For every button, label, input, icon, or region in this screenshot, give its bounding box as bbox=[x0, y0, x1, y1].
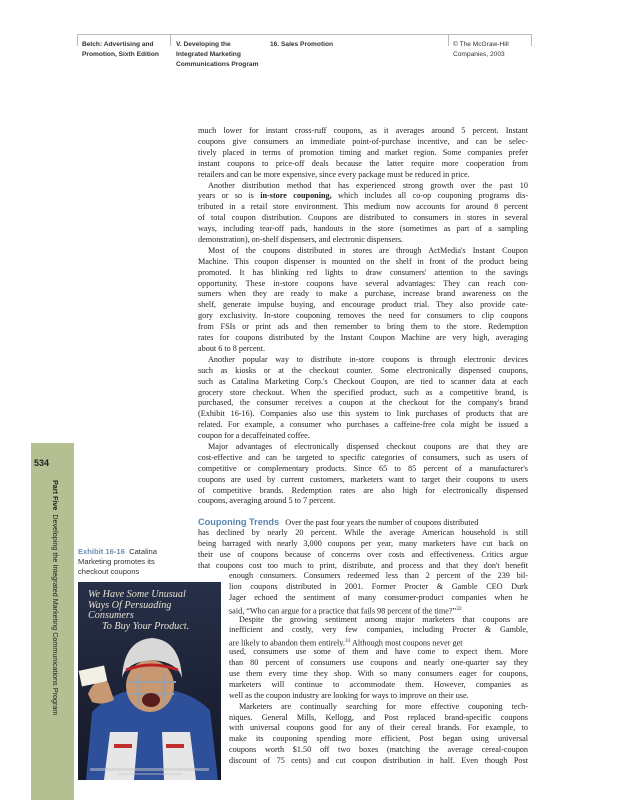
text-span: Over the past four years the number of coupons distributed bbox=[285, 518, 479, 527]
section-heading: Couponing Trends bbox=[198, 517, 280, 527]
caption-text: Marketing promotes its bbox=[78, 557, 155, 566]
text-line: with universal coupons good for any of their cereal brands. For example, to bbox=[229, 723, 528, 733]
text-line: niques. General Mills, Kellogg, and Post replaced brand-specific coupons bbox=[229, 712, 528, 722]
text-line: from FSIs or print ads and then remember to bring them to the store. Redemption bbox=[198, 322, 528, 332]
footnote-ref: 33 bbox=[344, 638, 351, 645]
text-line: instant coupons to price-off deals because the latter require more cooperation from bbox=[198, 158, 528, 168]
text-line bbox=[229, 636, 528, 647]
text-line: make its couponing spending more efficient, Post began using universal bbox=[229, 734, 528, 744]
text-line: retailers and can be more expensive, since every package must be reduced in price. bbox=[198, 169, 470, 179]
text-line: coupon for a decaffeinated coffee. bbox=[198, 431, 310, 441]
text-line: Marketers are continually searching for more effective couponing tech- bbox=[239, 701, 528, 711]
header-divider bbox=[531, 34, 532, 46]
caption-text: Catalina bbox=[129, 547, 157, 556]
text-line: Another distribution method that has experienced strong growth over the past 10 bbox=[208, 180, 528, 190]
part-title-vertical bbox=[51, 480, 60, 715]
text-line: of total coupon distribution. Coupons are distributed to consumers in stores in several bbox=[198, 213, 528, 223]
part-title: Developing the Integrated Marketing Communications Program bbox=[51, 514, 60, 716]
headline-line: We Have Some Unusual bbox=[88, 589, 186, 600]
text-line: coupons are used by current customers, marketers want to target their coupons to users bbox=[198, 474, 528, 484]
text-line: ways, including tear-off pads, handouts in the store (sometimes as part of a sampling bbox=[198, 224, 528, 234]
text-line: coupons worth $1.50 off two boxes (matching the average cereal-coupon bbox=[229, 745, 528, 755]
text-line: that coupons cost too much to print, distribute, and process and that they don't benefit bbox=[198, 560, 528, 570]
exhibit-label: Exhibit 16-16 bbox=[78, 547, 125, 556]
headline-line: Ways Of Persuading Consumers bbox=[88, 599, 172, 621]
header-copyright: © The McGraw-Hill Companies, 2003 bbox=[453, 41, 509, 58]
exhibit-caption bbox=[78, 547, 178, 577]
text-line: inefficient and costly, very few companies, including Procter & Gamble, bbox=[229, 625, 528, 635]
exhibit-headline bbox=[88, 590, 218, 632]
headline-line: To Buy Your Product. bbox=[102, 620, 190, 632]
text-line: rates for coupons distributed by the Instant Coupon Machine are very high, averaging bbox=[198, 333, 528, 343]
trend-first-line bbox=[198, 516, 528, 528]
text-line: grocery store checkout. When the specified product, such as a competitive brand, is bbox=[198, 387, 528, 397]
footnote-ref: 32 bbox=[456, 605, 462, 612]
text-line: coupons, averaging around 5 to 7 percent. bbox=[198, 496, 336, 506]
text-line: Another popular way to distribute in-store coupons is through electronic devices bbox=[208, 354, 528, 364]
paragraph-1 bbox=[198, 126, 528, 180]
text-line: tively placed in terms of promotion timing and market region. Some companies prefer bbox=[198, 147, 528, 157]
text-line: their use of coupons because of concerns over costs and effectiveness. Critics argue bbox=[198, 549, 528, 559]
header-divider bbox=[77, 34, 78, 46]
text-line: gory exclusivity. In-store couponing removes the need for consumers to clip coupons bbox=[198, 311, 528, 321]
text-line: used, consumers use some of them and have come to expect them. More bbox=[229, 647, 528, 657]
text-line: coupons give consumers an immediate point-of-purchase incentive, and can be selec- bbox=[198, 136, 528, 146]
running-header bbox=[0, 0, 617, 72]
text-line: discount of 75 cents) and cut coupon distribution in half. Even though Post bbox=[229, 756, 528, 766]
paragraph-2 bbox=[198, 181, 528, 246]
text-line: shelf, generate impulse buying, and encourage product trial. They also provide cate- bbox=[198, 300, 528, 310]
paragraph-4 bbox=[198, 355, 528, 442]
paragraph-5 bbox=[198, 442, 528, 507]
header-part: V. Developing the Integrated Marketing Communications Program bbox=[176, 41, 259, 68]
text-line bbox=[229, 604, 528, 615]
header-divider bbox=[170, 34, 171, 46]
header-divider bbox=[448, 34, 449, 46]
text-span: are likely to abandon them entirely. bbox=[229, 639, 345, 648]
header-chapter: 16. Sales Promotion bbox=[270, 41, 334, 48]
bold-term: in-store couponing, bbox=[260, 191, 332, 201]
text-line: much lower for instant cross-ruff coupons, as it averages around 5 percent. Instant bbox=[198, 126, 528, 135]
text-line: being barraged with nearly 3,000 coupons per year, many marketers have cut back on bbox=[198, 538, 528, 548]
text-line: marketers will continue to accommodate them. However, companies as bbox=[229, 679, 528, 689]
text-line: related. For example, a consumer who purchases a caffeine-free cola might be issued a bbox=[198, 420, 528, 430]
caption-text: checkout coupons bbox=[78, 567, 140, 576]
text-line: use them every time they shop. With so many consumers eager for coupons, bbox=[229, 669, 528, 679]
header-book-title: Belch: Advertising and Promotion, Sixth Edition bbox=[82, 41, 159, 58]
text-line: years or so is in-store couponing, which includes all co-op couponing programs dis- bbox=[198, 191, 528, 201]
text-line: tributed in a retail store environment. This medium now accounts for around 8 percent bbox=[198, 202, 528, 212]
paragraph-3 bbox=[198, 246, 528, 355]
text-line: opportunity. These in-store coupons have several advantages: They can reach con- bbox=[198, 278, 528, 288]
text-line: enough consumers. Consumers redeemed less than 2 percent of the 239 bil- bbox=[229, 571, 528, 580]
page-number: 534 bbox=[34, 458, 50, 468]
text-span: said, “Who can argue for a practice that fails 98 percent of the time?” bbox=[229, 606, 457, 615]
text-line: sumers when they are ready to make a purchase, increase brand awareness on the bbox=[198, 289, 528, 299]
text-line: competitive or complementary products. Since 65 to 85 percent of a manufacturer's bbox=[198, 463, 528, 473]
text-line: of competitive brands. Redemption rates are also high for electronically dispensed bbox=[198, 485, 528, 495]
text-span: Although most coupons never get bbox=[350, 639, 463, 648]
text-line: about 6 to 8 percent. bbox=[198, 343, 266, 353]
text-line: Despite the growing sentiment among major marketers that coupons are bbox=[239, 614, 528, 624]
text-line: well as the coupon industry are looking for ways to improve on their use. bbox=[229, 690, 469, 700]
text-line: Jager echoed the sentiment of many consumer-product companies when he bbox=[229, 592, 528, 602]
text-line: Major advantages of electronically dispensed checkout coupons are that they are bbox=[208, 442, 528, 451]
text-line: demonstration), on-shelf dispensers, and electronic dispensers. bbox=[198, 234, 404, 244]
text-line: such as Catalina Marketing Corp.'s Checkout Coupon, are tied to scanner data at each bbox=[198, 376, 528, 386]
couponing-trends-section bbox=[198, 516, 528, 572]
text-line: Most of the coupons distributed in stores are through ActMedia's Instant Coupon bbox=[208, 245, 528, 255]
text-line: Machine. This coupon dispenser is mounted on the shelf in front of the product being bbox=[198, 256, 528, 266]
text-line: (Exhibit 16-16). Companies also use this system to link purchases of products that are bbox=[198, 409, 528, 419]
text-line: promoted. It has blinking red lights to draw consumers' attention to the savings bbox=[198, 267, 528, 277]
text-line: than 80 percent of consumers use coupons and nearly one-quarter say they bbox=[229, 658, 528, 668]
part-label: Part Five bbox=[51, 480, 60, 511]
text-line: cost-effective and can be targeted to specific categories of consumers, such as users of bbox=[198, 452, 528, 462]
text-line: purchased, the consumer receives a coupon at the checkout for the company's brand bbox=[198, 398, 528, 408]
header-rule bbox=[77, 34, 531, 35]
text-line: such as kiosks or at the checkout counter. Some electronically dispensed coupons, bbox=[198, 365, 528, 375]
text-line: has declined by nearly 20 percent. While the average American household is still bbox=[198, 528, 528, 537]
text-line: lion coupons distributed in 2001. Former Procter & Gamble CEO Durk bbox=[229, 581, 528, 591]
trend-narrow-column bbox=[229, 571, 528, 767]
exhibit-ad-image bbox=[78, 582, 221, 780]
